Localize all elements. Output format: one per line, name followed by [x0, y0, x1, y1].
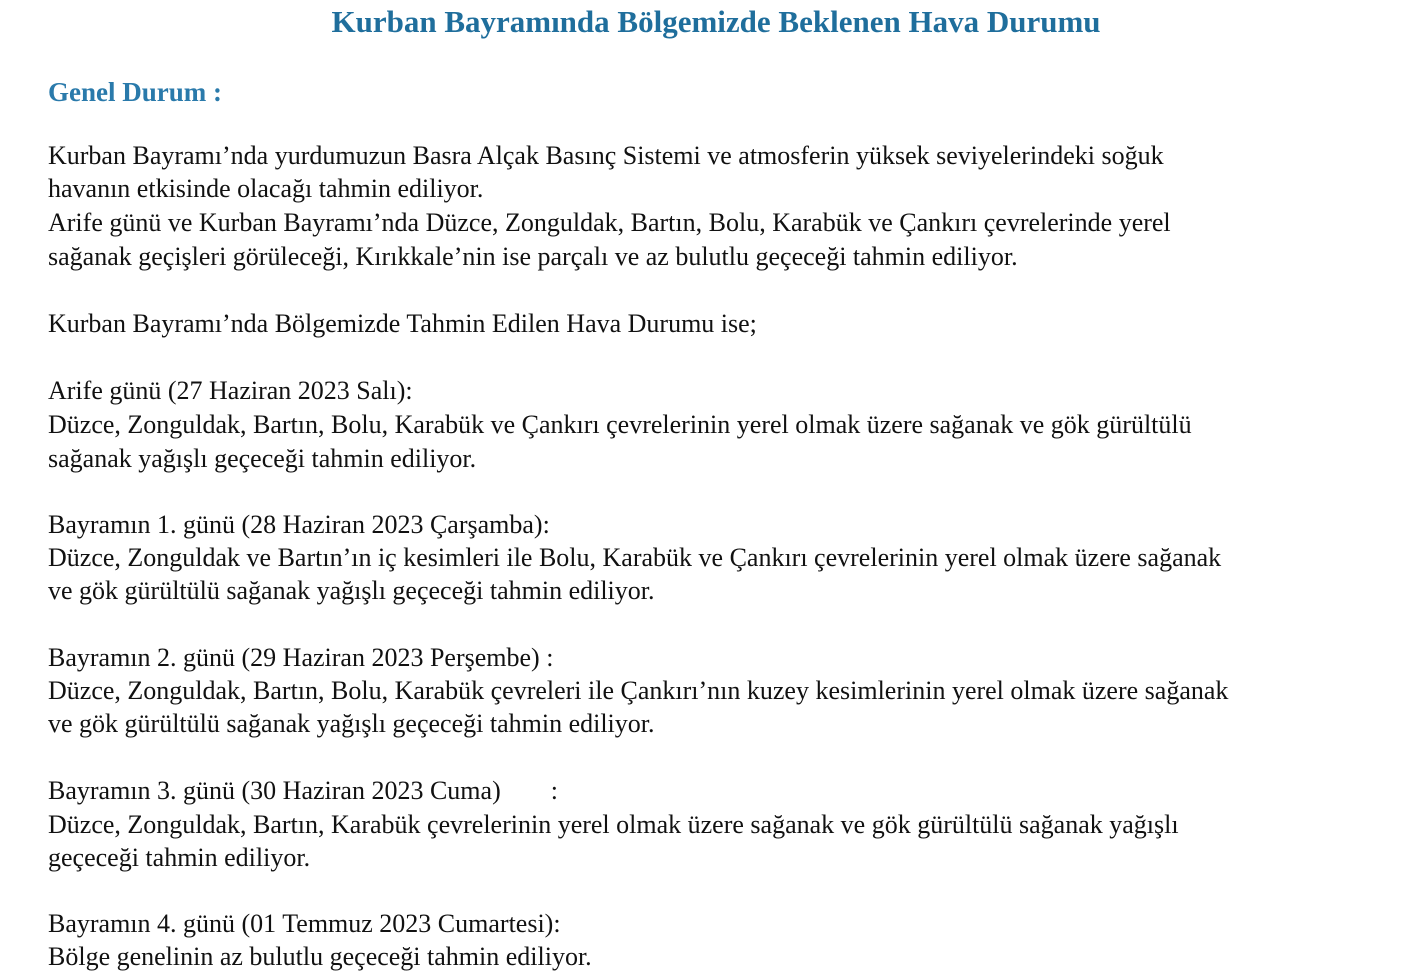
- page-title: Kurban Bayramında Bölgemizde Beklenen Hava Durumu: [331, 4, 1101, 39]
- intro-line-3: Arife günü ve Kurban Bayramı’nda Düzce, Zonguldak, Bartın, Bolu, Karabük ve Çankırı çevrelerinde yerel: [48, 208, 1171, 237]
- day-label-arife: Arife günü (27 Haziran 2023 Salı):: [48, 376, 413, 405]
- section-heading: Genel Durum :: [48, 77, 222, 107]
- day-text-3-line-2: geçeceği tahmin ediliyor.: [48, 843, 311, 872]
- day-label-2: Bayramın 2. günü (29 Haziran 2023 Perşembe) :: [48, 643, 554, 672]
- day-text-1-line-2: ve gök gürültülü sağanak yağışlı geçeceği tahmin ediliyor.: [48, 576, 655, 605]
- day-text-2-line-2: ve gök gürültülü sağanak yağışlı geçeceği tahmin ediliyor.: [48, 709, 655, 738]
- intro-line-4: sağanak geçişleri görüleceği, Kırıkkale’nin ise parçalı ve az bulutlu geçeceği tahmin ediliyor.: [48, 242, 1018, 271]
- day-text-2-line-1: Düzce, Zonguldak, Bartın, Bolu, Karabük çevreleri ile Çankırı’nın kuzey kesimlerinin yerel olmak üzere sağanak: [48, 676, 1229, 705]
- day-label-3-row: [48, 774, 558, 807]
- day-text-arife-line-1: Düzce, Zonguldak, Bartın, Bolu, Karabük ve Çankırı çevrelerinin yerel olmak üzere sağanak ve gök gürültülü: [48, 410, 1192, 439]
- day-label-4: Bayramın 4. günü (01 Temmuz 2023 Cumartesi):: [48, 909, 561, 938]
- intro-line-1: Kurban Bayramı’nda yurdumuzun Basra Alçak Basınç Sistemi ve atmosferin yüksek seviyelerindeki soğuk: [48, 141, 1164, 170]
- day-label-3-colon: :: [550, 776, 558, 805]
- day-text-1-line-1: Düzce, Zonguldak ve Bartın’ın iç kesimleri ile Bolu, Karabük ve Çankırı çevrelerinin yerel olmak üzere sağanak: [48, 543, 1222, 572]
- day-label-1: Bayramın 1. günü (28 Haziran 2023 Çarşamba):: [48, 510, 550, 539]
- day-label-3: Bayramın 3. günü (30 Haziran 2023 Cuma): [48, 776, 501, 805]
- day-text-4-line-1: Bölge genelinin az bulutlu geçeceği tahmin ediliyor.: [48, 942, 592, 971]
- day-text-arife-line-2: sağanak yağışlı geçeceği tahmin ediliyor.: [48, 444, 477, 473]
- forecast-lead: Kurban Bayramı’nda Bölgemizde Tahmin Edilen Hava Durumu ise;: [48, 309, 757, 338]
- intro-line-2: havanın etkisinde olacağı tahmin ediliyor.: [48, 174, 484, 203]
- day-text-3-line-1: Düzce, Zonguldak, Bartın, Karabük çevrelerinin yerel olmak üzere sağanak ve gök gürültülü sağanak yağışlı: [48, 810, 1179, 839]
